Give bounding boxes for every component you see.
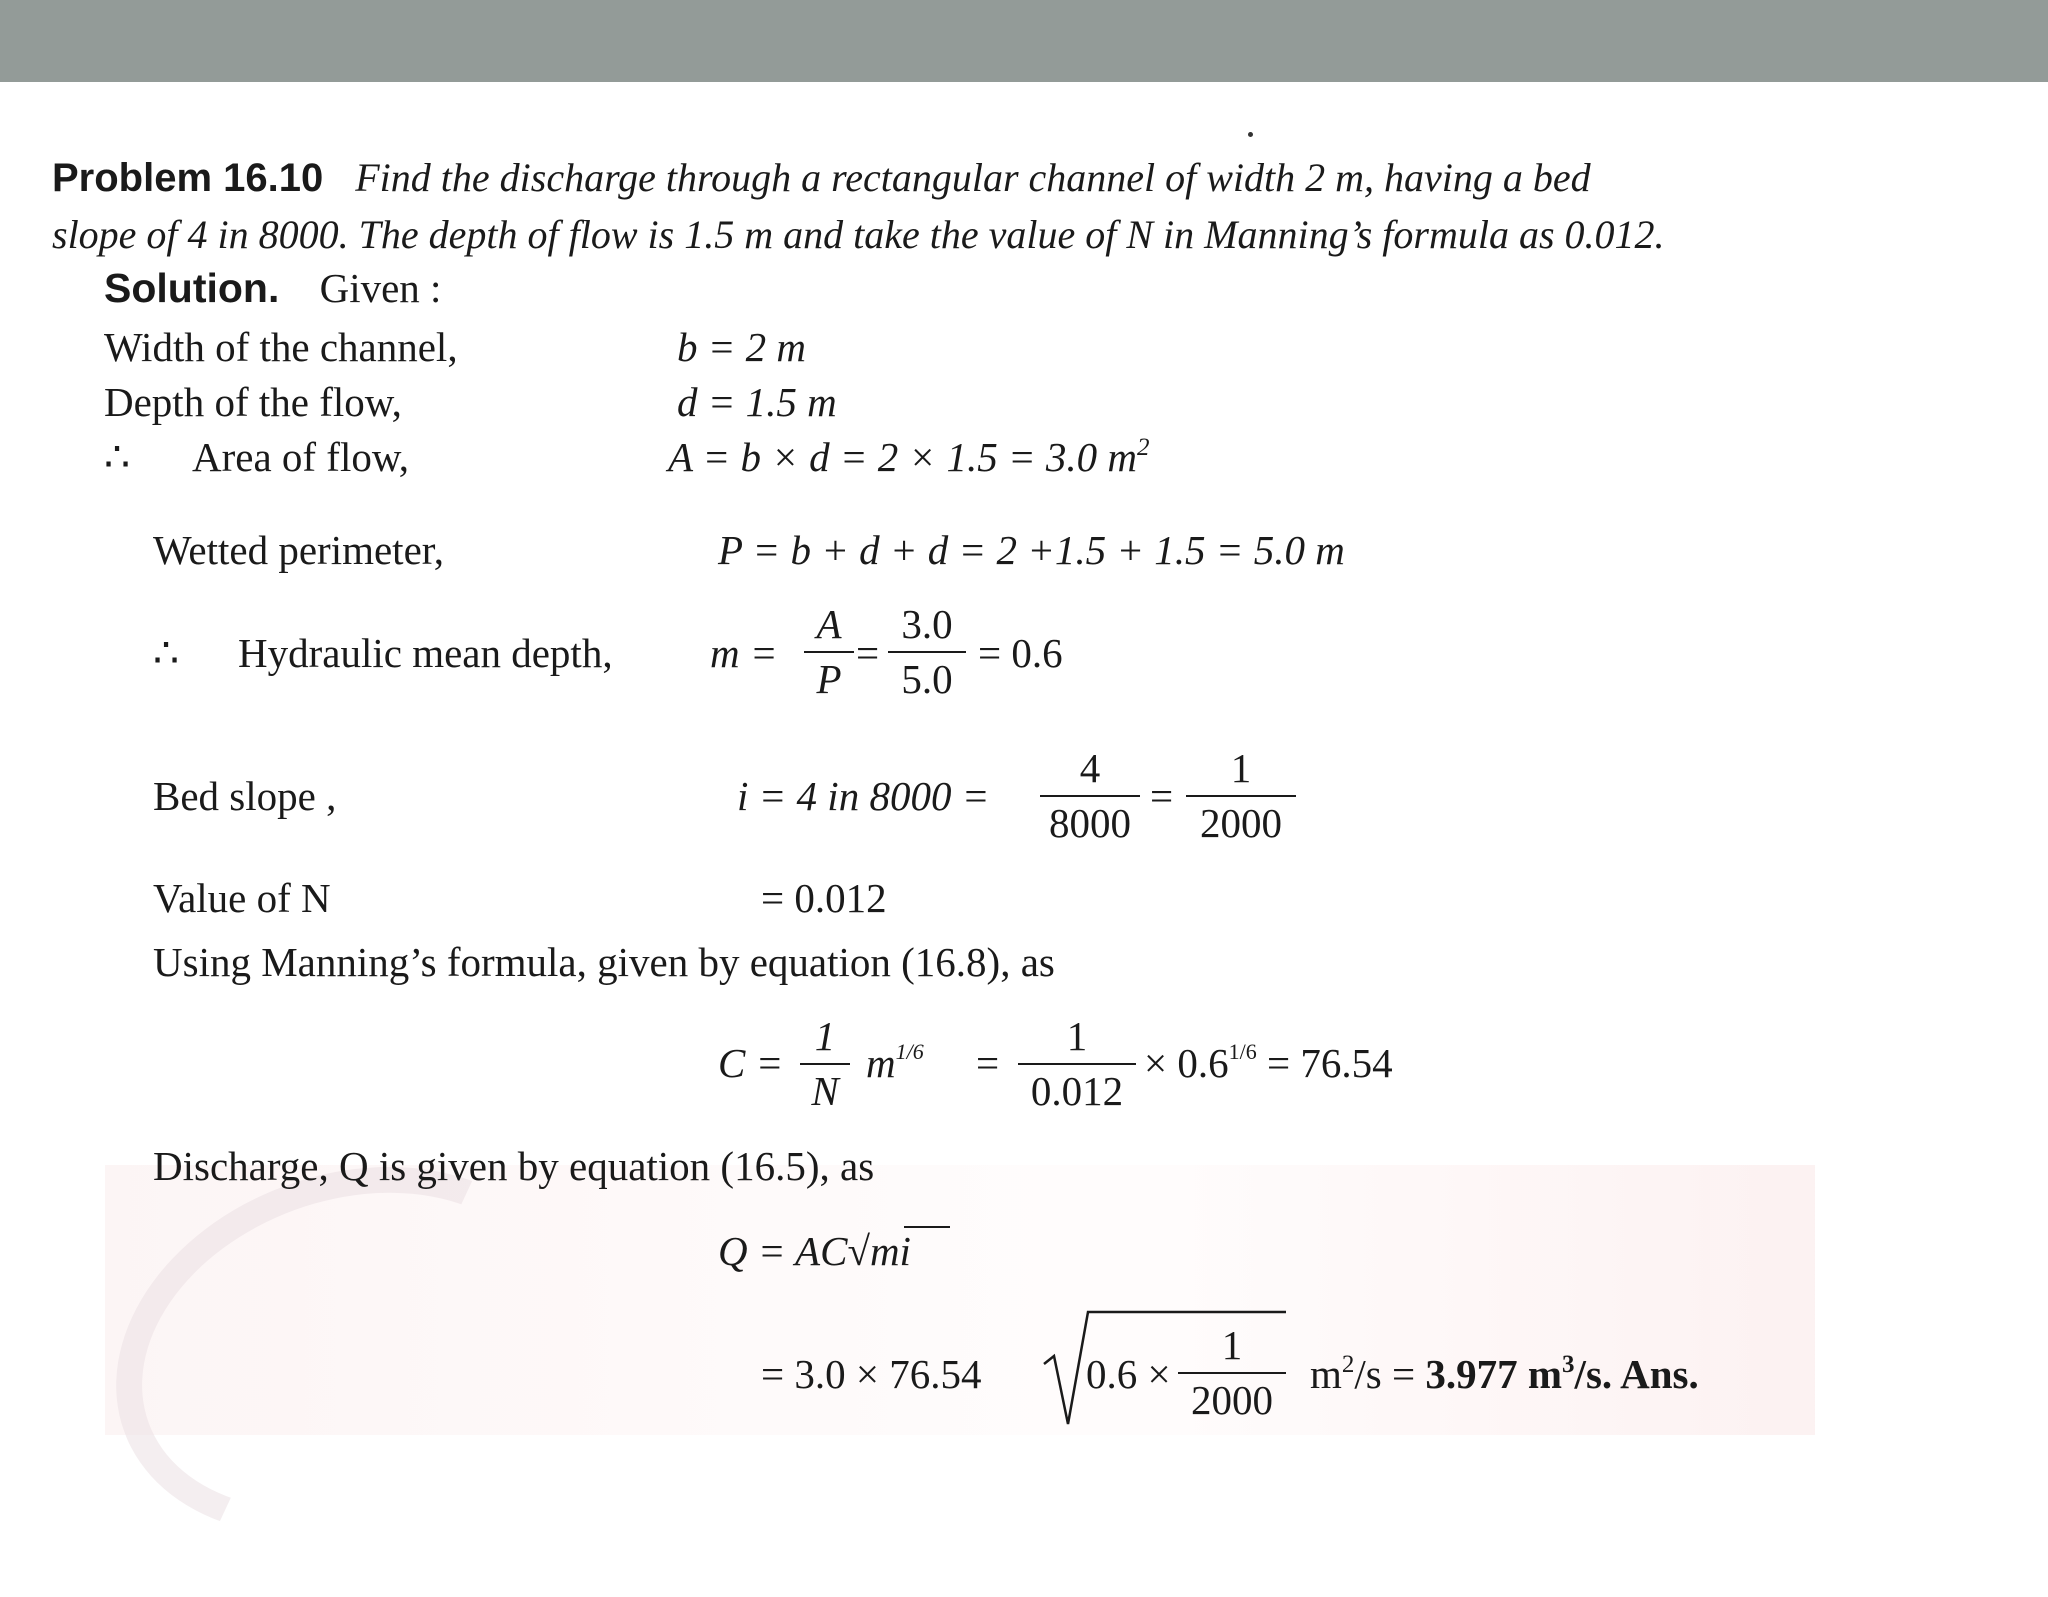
slope-f1-num: 4: [1079, 745, 1101, 791]
problem-label: Problem 16.10: [52, 156, 324, 200]
area-label: Area of flow,: [192, 434, 410, 480]
answer-rest: /s. Ans.: [1574, 1351, 1699, 1397]
manning-f2-num: 1: [1066, 1013, 1088, 1059]
problem-text-2: slope of 4 in 8000. The depth of flow is 1.5 m and take the value of N in Manning’s formula as 0.012.: [52, 212, 1665, 257]
perimeter-expr: P = b + d + d = 2 +1.5 + 1.5 = 5.0 m: [718, 527, 1345, 573]
n-expr: = 0.012: [761, 875, 887, 921]
answer-value: 3.977 m: [1425, 1351, 1563, 1397]
slope-eq: =: [1150, 773, 1174, 819]
given-label: Given :: [319, 265, 442, 311]
top-bar: [0, 0, 2048, 82]
therefore-symbol: ∴: [104, 434, 131, 480]
stray-mark: [1248, 132, 1253, 137]
manning-lhs: C =: [718, 1040, 784, 1086]
radical-overline: [904, 1226, 950, 1228]
width-expr: b = 2 m: [677, 324, 807, 370]
hmd-rhs: = 0.6: [978, 630, 1063, 676]
unit-a-rest: /s =: [1354, 1351, 1416, 1397]
manning-f2-den: 0.012: [1018, 1063, 1136, 1112]
manning-exponent-2: 1/6: [1228, 1039, 1257, 1064]
manning-fraction-2: [1018, 1013, 1136, 1114]
problem-text-1: Find the discharge through a rectangular channel of width 2 m, having a bed: [355, 155, 1591, 200]
calc-lhs: = 3.0 × 76.54: [761, 1351, 982, 1397]
unit-a: m: [1310, 1351, 1342, 1397]
slope-label: Bed slope ,: [153, 773, 337, 819]
unit-a-exponent: 2: [1341, 1351, 1355, 1378]
calc-f-den: 2000: [1178, 1372, 1286, 1421]
manning-rhs: [1144, 1039, 1393, 1086]
manning-times: × 0.6: [1144, 1040, 1229, 1086]
hmd-eq: =: [856, 630, 880, 676]
solution-header: [104, 265, 442, 311]
slope-f2-num: 1: [1230, 745, 1252, 791]
problem-statement-line-1: [52, 155, 1591, 200]
area-expr: [668, 434, 1150, 480]
therefore-symbol-2: ∴: [153, 630, 180, 676]
answer-exponent: 3: [1562, 1351, 1575, 1378]
discharge-formula-radicand: mi: [869, 1228, 911, 1274]
slope-fraction-1: [1040, 745, 1140, 846]
hmd-f1-num: A: [816, 601, 842, 647]
calc-f-num: 1: [1221, 1322, 1243, 1368]
manning-result: = 76.54: [1267, 1040, 1393, 1086]
discharge-formula: [718, 1228, 911, 1274]
n-label: Value of N: [153, 875, 331, 921]
solution-label: Solution.: [104, 265, 280, 311]
manning-f1-num: 1: [814, 1013, 836, 1059]
area-exponent: 2: [1137, 434, 1150, 461]
manning-fraction-1: [800, 1013, 850, 1114]
manning-eq: =: [976, 1040, 1000, 1086]
slope-lhs: i = 4 in 8000 =: [737, 773, 990, 819]
hmd-f2-num: 3.0: [901, 601, 953, 647]
perimeter-label: Wetted perimeter,: [153, 527, 445, 573]
manning-m-var: m: [866, 1040, 896, 1086]
radical-sign: √: [847, 1228, 870, 1274]
hmd-label: Hydraulic mean depth,: [238, 630, 613, 676]
manning-f1-den: N: [800, 1063, 850, 1112]
area-expr-text: A = b × d = 2 × 1.5 = 3.0 m: [668, 434, 1137, 480]
width-label: Width of the channel,: [104, 324, 458, 370]
slope-f1-den: 8000: [1040, 795, 1140, 844]
calc-radicand-text: 0.6 ×: [1086, 1351, 1171, 1397]
hmd-fraction-1: [804, 601, 854, 702]
slope-fraction-2: [1186, 745, 1296, 846]
hmd-lhs: m =: [710, 630, 778, 676]
calc-result: [1310, 1351, 1699, 1397]
manning-m-exponent: 1/6: [895, 1039, 924, 1064]
hmd-fraction-2: [888, 601, 966, 702]
depth-expr: d = 1.5 m: [677, 379, 837, 425]
hmd-f2-den: 5.0: [888, 651, 966, 700]
calc-fraction: [1178, 1322, 1286, 1423]
discharge-intro: Discharge, Q is given by equation (16.5), as: [153, 1143, 875, 1189]
slope-f2-den: 2000: [1186, 795, 1296, 844]
depth-label: Depth of the flow,: [104, 379, 402, 425]
hmd-f1-den: P: [804, 651, 854, 700]
manning-m-term: [866, 1039, 924, 1086]
discharge-formula-lhs: Q = AC: [718, 1228, 848, 1274]
manning-intro: Using Manning’s formula, given by equation (16.8), as: [153, 939, 1055, 985]
